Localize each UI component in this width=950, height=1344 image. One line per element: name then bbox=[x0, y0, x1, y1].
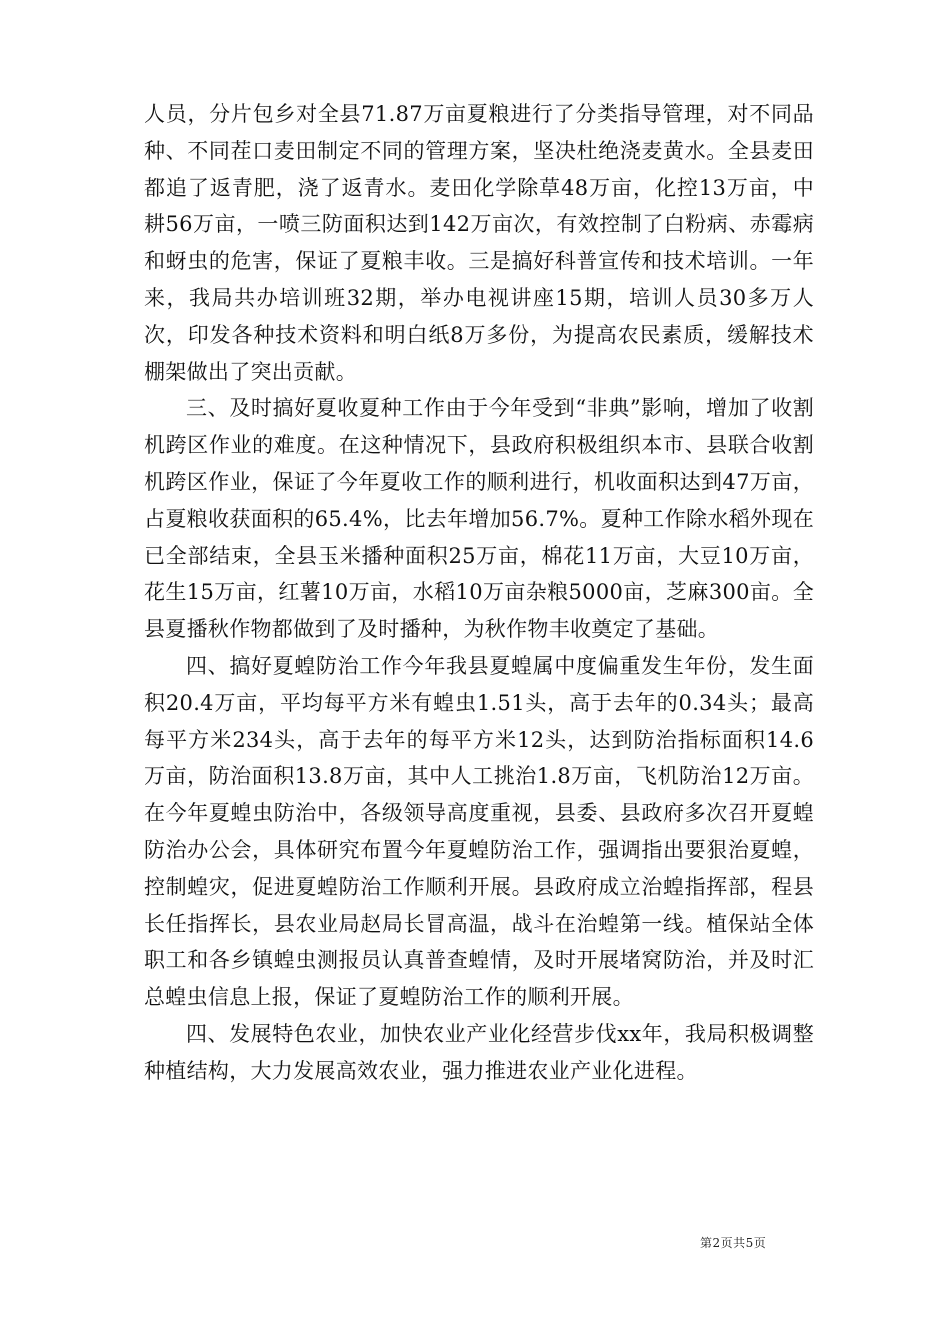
page-number: 第2页共5页 bbox=[700, 1236, 767, 1250]
paragraph-continuation: 人员，分片包乡对全县71.87万亩夏粮进行了分类指导管理，对不同品种、不同茬口麦田制定不同的管理方案，坚决杜绝浇麦黄水。全县麦田都追了返青肥，浇了返青水。麦田化学除草48万亩，化控13万亩，中耕56万亩，一喷三防面积达到142万亩次，有效控制了白粉病、赤霉病和蚜虫的危害，保证了夏粮丰收。三是搞好科普宣传和技术培训。一年来，我局共办培训班32期，举办电视讲座15期，培训人员30多万人次，印发各种技术资料和明白纸8万多份，为提高农民素质，缓解技术棚架做出了突出贡献。 bbox=[144, 102, 814, 384]
paragraph-specialty-agriculture: 四、发展特色农业，加快农业产业化经营步伐xx年，我局积极调整种植结构，大力发展高效农业，强力推进农业产业化进程。 bbox=[144, 1021, 814, 1083]
paragraph-summer-harvest: 三、及时搞好夏收夏种工作由于今年受到“非典”影响，增加了收割机跨区作业的难度。在这种情况下，县政府积极组织本市、县联合收割机跨区作业，保证了今年夏收工作的顺利进行，机收面积达到47万亩，占夏粮收获面积的65.4%，比去年增加56.7%。夏种工作除水稻外现在已全部结束，全县玉米播种面积25万亩，棉花11万亩，大豆10万亩，花生15万亩，红薯10万亩，水稻10万亩杂粮5000亩，芝麻300亩。全县夏播秋作物都做到了及时播种，为秋作物丰收奠定了基础。 bbox=[144, 396, 814, 642]
paragraph-locust-control: 四、搞好夏蝗防治工作今年我县夏蝗属中度偏重发生年份，发生面积20.4万亩，平均每平方米有蝗虫1.51头，高于去年的0.34头；最高每平方米234头，高于去年的每平方米12头，达到防治指标面积14.6万亩，防治面积13.8万亩，其中人工挑治1.8万亩，飞机防治12万亩。在今年夏蝗虫防治中，各级领导高度重视，县委、县政府多次召开夏蝗防治办公会，具体研究布置今年夏蝗防治工作，强调指出要狠治夏蝗，控制蝗灾，促进夏蝗防治工作顺利开展。县政府成立治蝗指挥部，程县长任指挥长，县农业局赵局长冒高温，战斗在治蝗第一线。植保站全体职工和各乡镇蝗虫测报员认真普查蝗情，及时开展堵窝防治，并及时汇总蝗虫信息上报，保证了夏蝗防治工作的顺利开展。 bbox=[144, 653, 814, 1010]
document-body bbox=[144, 96, 814, 1090]
